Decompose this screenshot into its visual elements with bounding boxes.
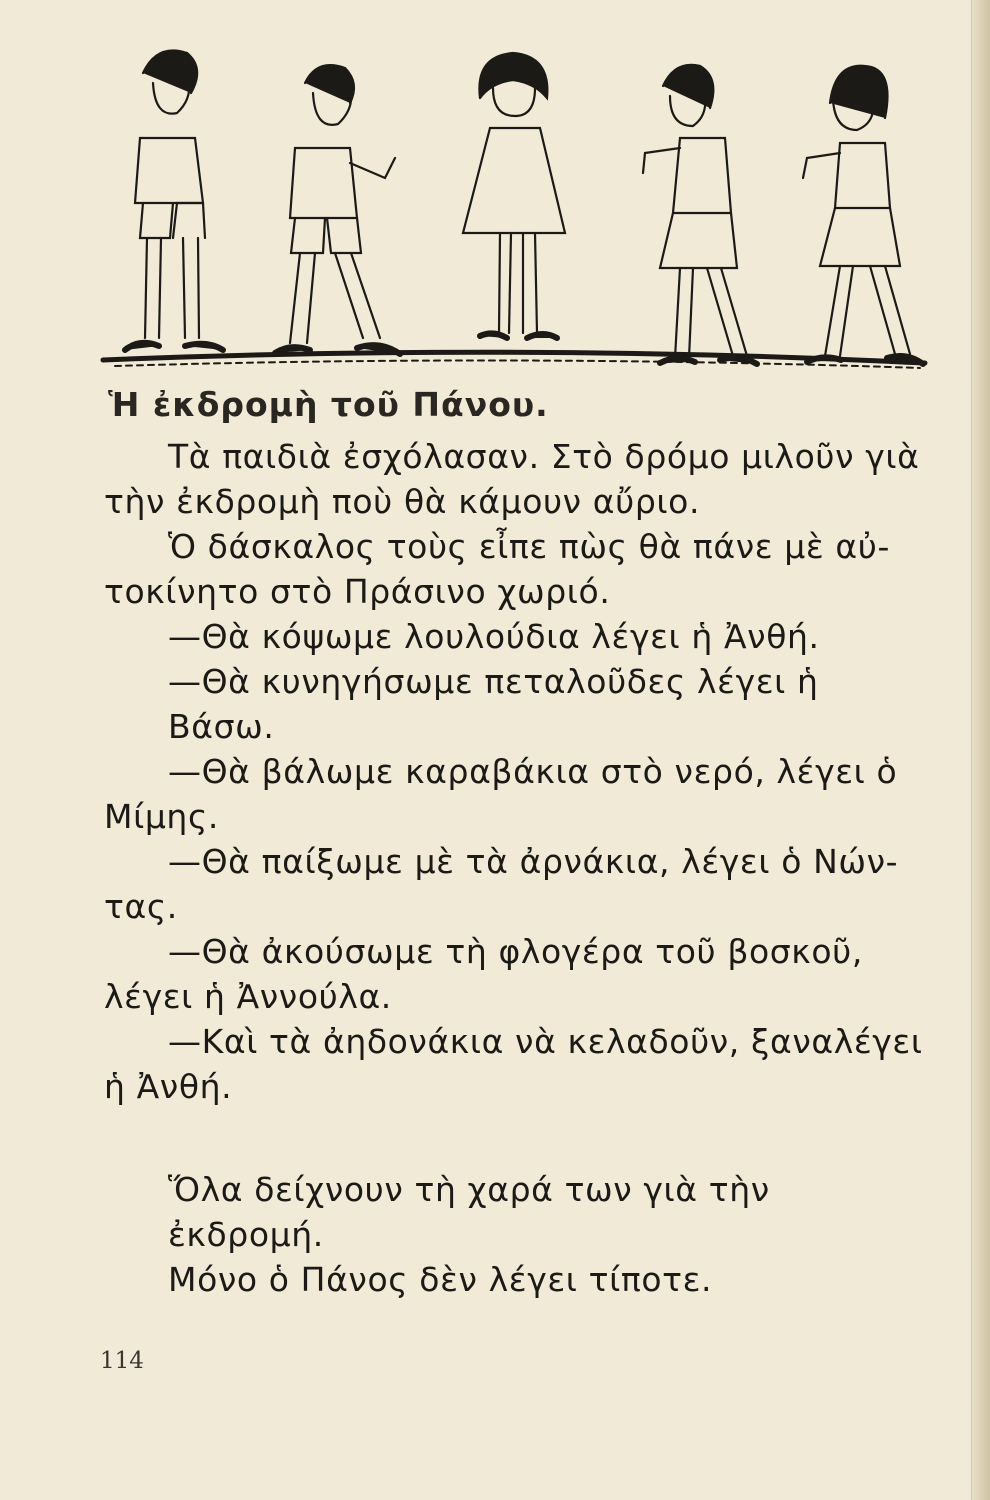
dialogue-line-1: —Θὰ κόψωμε λουλούδια λέγει ἡ Ἀνθή. xyxy=(168,617,820,656)
child-figure-5 xyxy=(803,66,923,364)
paragraph-1-line-1: Τὰ παιδιὰ ἐσχόλασαν. Στὸ δρόμο μιλοῦν γιὰ xyxy=(168,437,920,476)
dialogue-line-6-a: —Καὶ τὰ ἀηδονάκια νὰ κελαδοῦν, ξαναλέγει xyxy=(168,1022,923,1061)
child-figure-4 xyxy=(643,65,757,364)
dialogue-line-6-b: ἡ Ἀνθή. xyxy=(104,1067,233,1106)
page-number: 114 xyxy=(100,1348,144,1374)
paragraph-gap xyxy=(104,1109,934,1167)
children-illustration xyxy=(95,38,930,378)
page-edge xyxy=(971,0,990,1500)
dialogue-line-3-a: —Θὰ βάλωμε καραβάκια στὸ νερό, λέγει ὁ xyxy=(168,752,898,791)
dialogue-line-2: —Θὰ κυνηγήσωμε πεταλοῦδες λέγει ἡ Βάσω. xyxy=(168,662,819,746)
paragraph-2-line-2: τοκίνητο στὸ Πράσινο χωριό. xyxy=(104,572,611,611)
story-heading: Ἡ ἐκδρομὴ τοῦ Πάνου. xyxy=(108,385,549,424)
dialogue-line-5-b: λέγει ἡ Ἀννούλα. xyxy=(104,977,392,1016)
dialogue-line-3-b: Μίμης. xyxy=(104,797,220,836)
child-figure-3 xyxy=(463,53,565,338)
dialogue-line-5-a: —Θὰ ἀκούσωμε τὴ φλογέρα τοῦ βοσκοῦ, xyxy=(168,932,863,971)
closing-line-2: Μόνο ὁ Πάνος δὲν λέγει τίποτε. xyxy=(168,1260,713,1299)
dialogue-line-4-b: τας. xyxy=(104,887,178,926)
story-text xyxy=(104,434,934,1302)
closing-line-1: Ὅλα δείχνουν τὴ χαρά των γιὰ τὴν ἐκδρομή. xyxy=(168,1170,770,1254)
paragraph-1-line-2: τὴν ἐκδρομὴ ποὺ θὰ κάμουν αὔριο. xyxy=(104,482,701,521)
child-figure-1 xyxy=(125,51,223,351)
child-figure-2 xyxy=(275,65,400,354)
paragraph-2-line-1: Ὁ δάσκαλος τοὺς εἶπε πὼς θὰ πάνε μὲ αὐ- xyxy=(168,527,890,566)
dialogue-line-4-a: —Θὰ παίξωμε μὲ τὰ ἀρνάκια, λέγει ὁ Νών- xyxy=(168,842,899,881)
